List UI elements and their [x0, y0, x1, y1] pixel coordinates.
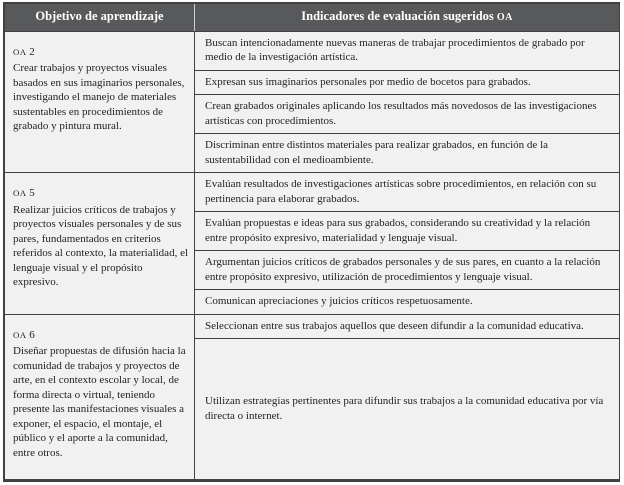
- objective-text: Diseñar propuestas de difusión hacia la comunidad de trabajos y proyectos de arte, en el contexto escolar y local, de forma directa o virtual, teniendo presente las manifestaciones visuales a exponer, el espacio, el montaje, el público y el aporte a la comunidad, entre otros.: [13, 345, 186, 459]
- indicator-text: Utilizan estrategias pertinentes para difundir sus trabajos a la comunidad educativa por vía directa o internet.: [205, 395, 604, 422]
- oa-label: [13, 328, 189, 343]
- indicators-column-oa-2: [195, 32, 619, 173]
- oa-label-prefix: OA: [13, 329, 27, 340]
- oa-label: [13, 186, 189, 201]
- objective-cell-oa-5: [5, 173, 195, 314]
- objective-text: Realizar juicios críticos de trabajos y proyectos visuales personales y de sus pares, fundamentados en criterios referidos al contexto, la materialidad, el lenguaje visual y el propósito expresivo.: [13, 203, 189, 289]
- learning-objectives-table: [3, 2, 620, 482]
- section-oa-6: [5, 314, 619, 479]
- indicator-cell: Discriminan entre distintos materiales para realizar grabados, en función de la sustentabilidad con el medioambiente.: [195, 133, 619, 172]
- section-oa-2: [5, 31, 619, 173]
- objective-cell-oa-6: [5, 315, 195, 479]
- oa-label-number: 6: [29, 328, 35, 341]
- oa-label: [13, 45, 189, 60]
- header-objective-label: Objetivo de aprendizaje: [35, 9, 164, 23]
- indicator-cell: [195, 338, 619, 479]
- oa-label-number: 5: [29, 187, 35, 200]
- objective-text: Crear trabajos y proyectos visuales basados en sus imaginarios personales, investigando el manejo de materiales sustentables en procedimientos de grabado y pintura mural.: [13, 62, 185, 133]
- indicators-column-oa-6: [195, 315, 619, 479]
- indicator-cell: Buscan intencionadamente nuevas maneras de trabajar procedimientos de grabado por medio de la investigación artística.: [205, 36, 585, 64]
- section-oa-5: [5, 172, 619, 314]
- oa-label-prefix: OA: [13, 188, 27, 199]
- header-indicators-oa-suffix: OA: [496, 12, 513, 23]
- indicator-cell: Crean grabados originales aplicando los resultados más novedosos de las investigaciones artísticas con procedimientos.: [195, 94, 619, 133]
- indicators-column-oa-5: [195, 173, 619, 314]
- header-indicators-label: Indicadores de evaluación sugeridos: [301, 9, 494, 23]
- header-indicators-cell: [195, 4, 619, 31]
- header-objective-cell: [5, 4, 195, 31]
- objective-cell-oa-2: [5, 32, 195, 173]
- indicator-cell: Argumentan juicios críticos de grabados personales y de sus pares, en cuanto a la relación entre propósito expresivo, utilización de procedimientos y lenguaje visual.: [195, 250, 619, 289]
- indicator-cell: Evalúan resultados de investigaciones artísticas sobre procedimientos, en relación con su pertinencia para elaborar grabados.: [205, 178, 597, 205]
- indicator-cell: Evalúan propuestas e ideas para sus grabados, considerando su creatividad y la relación entre propósito expresivo, materialidad y lenguaje visual.: [195, 211, 619, 250]
- indicator-cell: Expresan sus imaginarios personales por medio de bocetos para grabados.: [195, 70, 619, 95]
- oa-label-prefix: OA: [13, 46, 27, 57]
- indicator-cell: Comunican apreciaciones y juicios críticos respetuosamente.: [195, 289, 619, 314]
- oa-label-number: 2: [29, 45, 35, 58]
- table-header-row: [5, 4, 619, 31]
- indicator-cell: Seleccionan entre sus trabajos aquellos que deseen difundir a la comunidad educativa.: [205, 319, 584, 332]
